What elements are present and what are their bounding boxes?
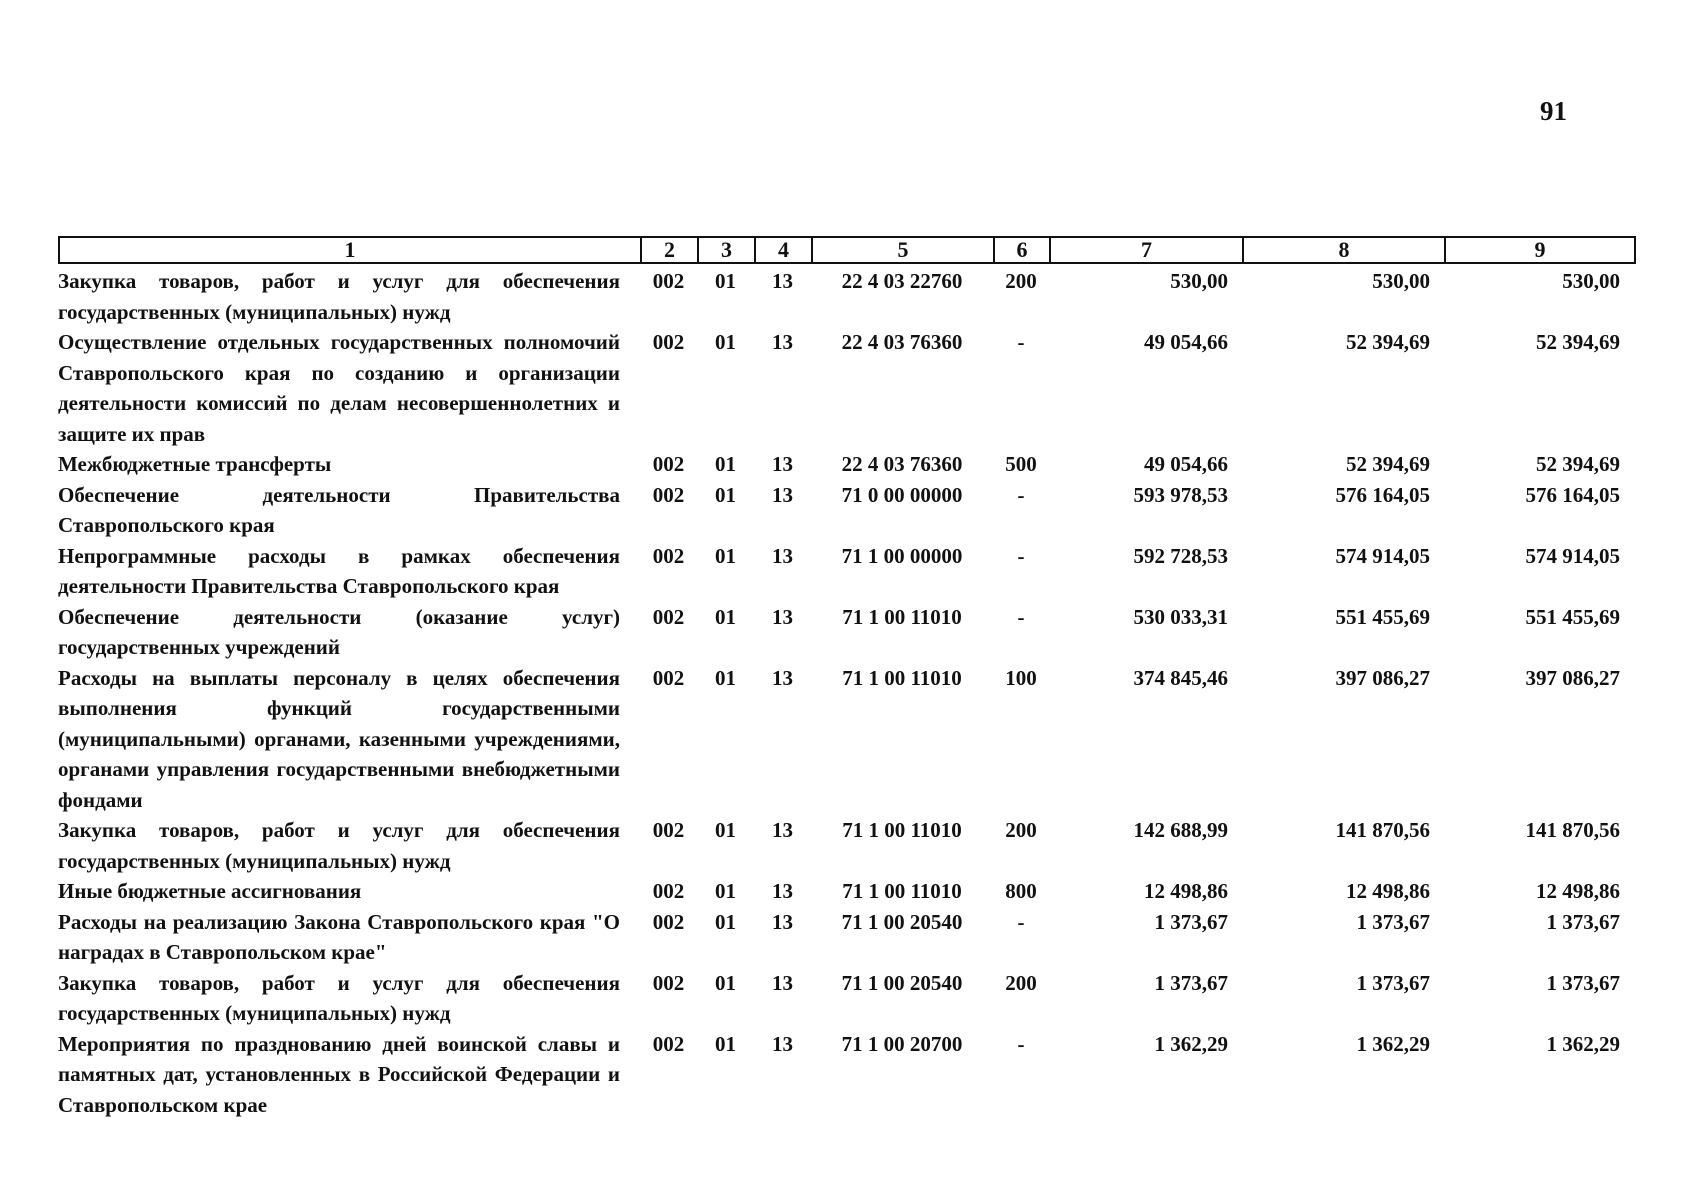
row-description: Расходы на реализацию Закона Ставропольского края "О наградах в Ставропольском крае"	[58, 909, 620, 964]
row-amount-7: 1 373,67	[1154, 970, 1228, 995]
row-code-2: 002	[652, 970, 685, 995]
row-code-4: 13	[772, 818, 793, 842]
row-code-5: 71 1 00 11010	[842, 818, 962, 842]
table-row	[58, 541, 1634, 602]
row-code-3: 01	[715, 482, 736, 507]
row-code-4: 13	[772, 452, 793, 476]
row-amount-8: 397 086,27	[1335, 665, 1430, 690]
table-row	[58, 907, 1634, 968]
table-row	[58, 266, 1634, 327]
row-code-4: 13	[772, 543, 793, 568]
row-code-4: 13	[772, 1031, 793, 1056]
header-col-2: 2	[641, 237, 698, 263]
row-code-2: 002	[652, 665, 685, 690]
header-col-4: 4	[755, 237, 812, 263]
row-code-5: 71 1 00 11010	[842, 604, 962, 629]
row-amount-9: 12 498,86	[1536, 879, 1620, 903]
row-code-3: 01	[715, 543, 736, 568]
row-code-6: -	[1017, 604, 1025, 629]
header-col-7: 7	[1050, 237, 1243, 263]
header-col-3: 3	[698, 237, 755, 263]
row-code-3: 01	[715, 269, 736, 293]
row-description: Осуществление отдельных государственных полномочий Ставропольского края по созданию и организации деятельности комиссий по делам несовершеннолетних и защите их прав	[58, 330, 620, 446]
header-col-1: 1	[59, 237, 641, 263]
row-code-5: 22 4 03 76360	[841, 330, 963, 354]
row-code-3: 01	[715, 818, 736, 842]
row-amount-9: 52 394,69	[1536, 330, 1620, 354]
header-col-6: 6	[994, 237, 1050, 263]
row-amount-9: 1 373,67	[1546, 909, 1620, 934]
row-amount-8: 576 164,05	[1335, 482, 1430, 507]
row-code-5: 71 1 00 20700	[841, 1031, 963, 1056]
header-col-9: 9	[1445, 237, 1635, 263]
budget-table	[58, 266, 1634, 1120]
row-amount-8: 530,00	[1372, 269, 1430, 293]
row-amount-9: 530,00	[1562, 269, 1620, 293]
row-description: Обеспечение деятельности Правительства Ставропольского края	[58, 482, 620, 537]
row-code-5: 71 0 00 00000	[841, 482, 963, 507]
row-code-5: 71 1 00 11010	[842, 665, 962, 690]
row-code-2: 002	[652, 482, 685, 507]
row-code-2: 002	[652, 330, 685, 354]
row-amount-9: 576 164,05	[1525, 482, 1620, 507]
row-description: Закупка товаров, работ и услуг для обеспечения государственных (муниципальных) нужд	[58, 269, 620, 324]
row-code-6: -	[1017, 909, 1025, 934]
row-amount-7: 592 728,53	[1133, 543, 1228, 568]
row-code-3: 01	[715, 970, 736, 995]
row-code-2: 002	[652, 818, 685, 842]
row-amount-8: 12 498,86	[1346, 879, 1430, 903]
row-code-4: 13	[772, 970, 793, 995]
row-code-2: 002	[652, 269, 685, 293]
row-amount-7: 1 362,29	[1154, 1031, 1228, 1056]
row-code-3: 01	[715, 452, 736, 476]
row-code-5: 71 1 00 20540	[841, 909, 963, 934]
row-code-6: -	[1017, 543, 1025, 568]
row-amount-7: 49 054,66	[1144, 330, 1228, 354]
row-code-5: 71 1 00 11010	[842, 879, 962, 903]
table-row	[58, 968, 1634, 1029]
row-amount-9: 551 455,69	[1525, 604, 1620, 629]
row-amount-7: 142 688,99	[1133, 818, 1228, 842]
row-code-4: 13	[772, 330, 793, 354]
page-number: 91	[1540, 96, 1567, 126]
row-code-5: 71 1 00 00000	[841, 543, 963, 568]
row-code-2: 002	[652, 909, 685, 934]
row-description: Обеспечение деятельности (оказание услуг) государственных учреждений	[58, 604, 620, 659]
row-code-5: 22 4 03 76360	[841, 452, 963, 476]
row-description: Расходы на выплаты персоналу в целях обеспечения выполнения функций государственными (муниципальными) органами, казенными учреждениями, органами управления государственными внебюджетными фондами	[58, 665, 620, 812]
row-amount-9: 141 870,56	[1525, 818, 1620, 842]
row-amount-8: 52 394,69	[1346, 330, 1430, 354]
row-code-3: 01	[715, 909, 736, 934]
row-code-3: 01	[715, 1031, 736, 1056]
row-code-6: 500	[1005, 452, 1037, 476]
row-amount-8: 1 373,67	[1356, 909, 1430, 934]
row-code-2: 002	[652, 879, 685, 903]
row-code-4: 13	[772, 269, 793, 293]
row-code-6: 200	[1005, 818, 1037, 842]
table-row	[58, 449, 1634, 480]
row-description: Иные бюджетные ассигнования	[58, 879, 362, 903]
row-code-6: 100	[1005, 665, 1037, 690]
row-code-3: 01	[715, 604, 736, 629]
row-amount-8: 1 373,67	[1356, 970, 1430, 995]
header-col-8: 8	[1243, 237, 1445, 263]
row-amount-9: 574 914,05	[1525, 543, 1620, 568]
row-amount-8: 551 455,69	[1335, 604, 1430, 629]
row-code-6: -	[1017, 1031, 1025, 1056]
row-code-6: -	[1017, 330, 1025, 354]
row-amount-8: 52 394,69	[1346, 452, 1430, 476]
header-col-5: 5	[812, 237, 994, 263]
row-amount-7: 374 845,46	[1133, 665, 1228, 690]
row-code-4: 13	[772, 665, 793, 690]
row-code-3: 01	[715, 665, 736, 690]
row-amount-7: 530,00	[1170, 269, 1228, 293]
row-code-4: 13	[772, 879, 793, 903]
row-description: Межбюджетные трансферты	[58, 452, 332, 476]
row-amount-9: 1 373,67	[1546, 970, 1620, 995]
row-description: Непрограммные расходы в рамках обеспечения деятельности Правительства Ставропольского края	[58, 543, 620, 598]
row-code-2: 002	[652, 604, 685, 629]
row-code-2: 002	[652, 1031, 685, 1056]
row-code-4: 13	[772, 909, 793, 934]
row-code-5: 71 1 00 20540	[841, 970, 963, 995]
row-amount-8: 574 914,05	[1335, 543, 1430, 568]
row-amount-9: 1 362,29	[1546, 1031, 1620, 1056]
row-code-4: 13	[772, 604, 793, 629]
table-row	[58, 1029, 1634, 1121]
row-amount-7: 530 033,31	[1133, 604, 1228, 629]
table-row	[58, 663, 1634, 816]
row-amount-9: 52 394,69	[1536, 452, 1620, 476]
row-code-6: 200	[1005, 269, 1037, 293]
table-row	[58, 876, 1634, 907]
column-number-header	[58, 236, 1636, 264]
row-code-6: 800	[1005, 879, 1037, 903]
row-code-3: 01	[715, 330, 736, 354]
row-code-3: 01	[715, 879, 736, 903]
row-amount-7: 12 498,86	[1144, 879, 1228, 903]
row-amount-9: 397 086,27	[1525, 665, 1620, 690]
row-amount-7: 593 978,53	[1133, 482, 1228, 507]
row-amount-8: 141 870,56	[1335, 818, 1430, 842]
row-description: Мероприятия по празднованию дней воинской славы и памятных дат, установленных в Российской Федерации и Ставропольском крае	[58, 1031, 620, 1117]
row-description: Закупка товаров, работ и услуг для обеспечения государственных (муниципальных) нужд	[58, 818, 620, 873]
table-row	[58, 480, 1634, 541]
table-row	[58, 815, 1634, 876]
row-amount-7: 1 373,67	[1154, 909, 1228, 934]
row-code-6: -	[1017, 482, 1025, 507]
row-amount-8: 1 362,29	[1356, 1031, 1430, 1056]
row-code-2: 002	[652, 452, 685, 476]
table-row	[58, 602, 1634, 663]
table-row	[58, 327, 1634, 449]
row-code-4: 13	[772, 482, 793, 507]
row-description: Закупка товаров, работ и услуг для обеспечения государственных (муниципальных) нужд	[58, 970, 620, 1025]
row-code-5: 22 4 03 22760	[841, 269, 963, 293]
row-code-2: 002	[652, 543, 685, 568]
row-amount-7: 49 054,66	[1144, 452, 1228, 476]
row-code-6: 200	[1005, 970, 1037, 995]
